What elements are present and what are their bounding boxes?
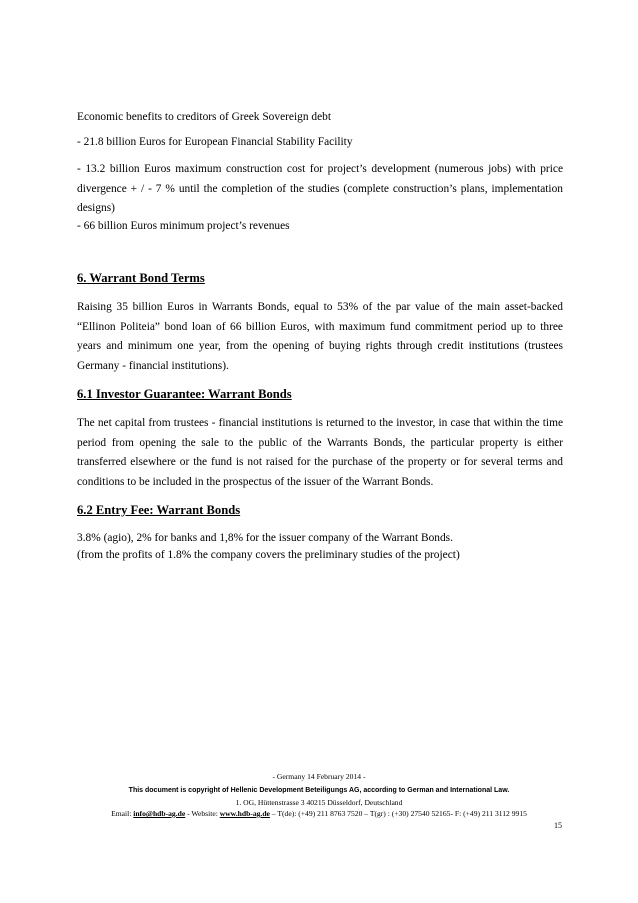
intro-title: Economic benefits to creditors of Greek Sovereign debt <box>77 111 331 123</box>
footer-date: - Germany 14 February 2014 - <box>272 772 366 781</box>
website-link[interactable]: www.hdb-ag.de <box>219 809 270 818</box>
section-6-heading: 6. Warrant Bond Terms <box>77 271 205 285</box>
section-6-1-heading: 6.1 Investor Guarantee: Warrant Bonds <box>77 387 292 401</box>
footer-contact <box>0 809 638 819</box>
section-6-1-text: The net capital from trustees - financial institutions is returned to the investor, in case that within the time period from opening the sale to the public of the Warrants Bonds, the particular property is either transferred elsewhere or the fund is not raised for the purchase of the property or for several terms and conditions to be included in the prospectus of the issuer of the Warrant Bonds. <box>77 417 563 488</box>
footer-address: 1. OG, Hüttenstrasse 3 40215 Düsseldorf, Deutschland <box>235 798 403 807</box>
section-6-text: Raising 35 billion Euros in Warrants Bonds, equal to 53% of the par value of the main asset-backed “Ellinon Politeia” bond loan of 66 billion Euros, with maximum fund commitment period up to three years and minimum one year, from the opening of buying rights through credit institutions (trustees Germany - financial institutions). <box>77 301 563 372</box>
benefit-item: - 21.8 billion Euros for European Financial Stability Facility <box>77 136 353 148</box>
page-number: 15 <box>554 821 562 830</box>
benefit-item: - 66 billion Euros minimum project’s revenues <box>77 220 290 232</box>
benefit-item: - 13.2 billion Euros maximum construction cost for project’s development (numerous jobs) with price divergence + / - 7 % until the completion of the studies (complete construction’s plans, implementation designs) <box>77 163 563 214</box>
section-6-2-line-2: (from the profits of 1.8% the company covers the preliminary studies of the project) <box>77 549 460 561</box>
phone-numbers: – T(de): (+49) 211 8763 7520 – T(gr) : (+30) 27540 52165- F: (+49) 211 3112 9915 <box>269 809 527 818</box>
email-link[interactable]: info@hdb-ag.de <box>133 809 186 818</box>
email-label: Email: <box>111 809 134 818</box>
section-6-2-heading: 6.2 Entry Fee: Warrant Bonds <box>77 503 241 517</box>
document-page <box>77 0 563 903</box>
footer-copyright: This document is copyright of Hellenic Development Beteiligungs AG, according to German and International Law. <box>128 787 510 794</box>
website-label: - Website: <box>185 809 220 818</box>
section-6-2-line-1: 3.8% (agio), 2% for banks and 1,8% for the issuer company of the Warrant Bonds. <box>77 532 453 544</box>
